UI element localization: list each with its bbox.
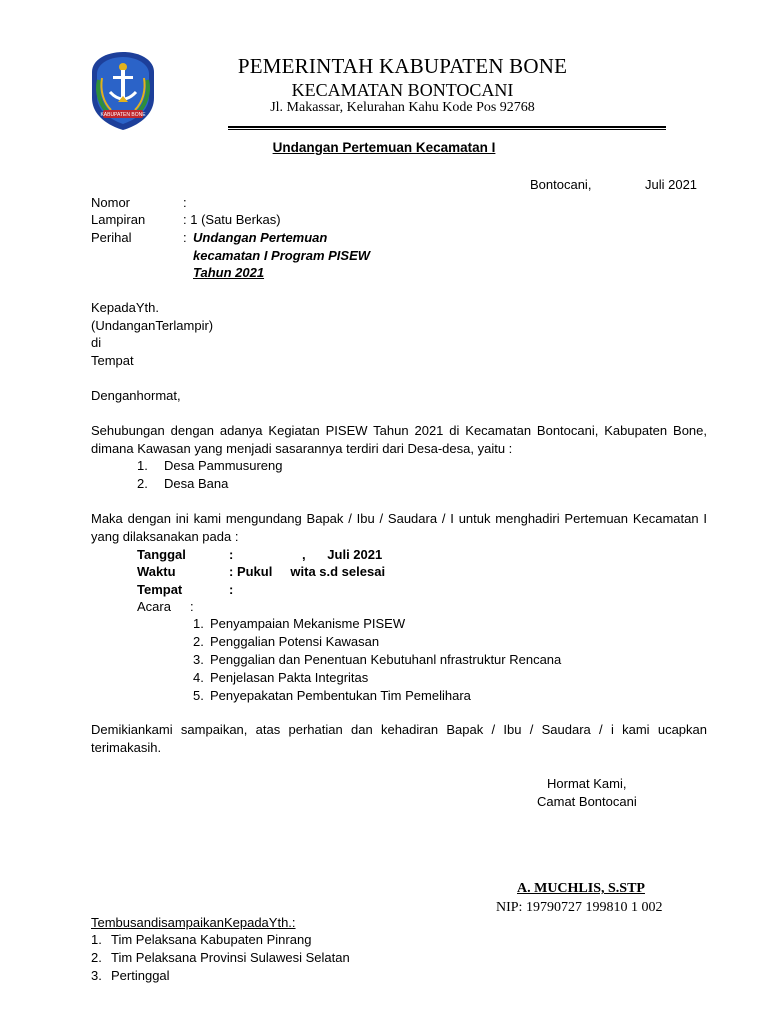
- acara-label: Acara: [137, 599, 171, 614]
- place: Bontocani,: [530, 177, 592, 192]
- list-text: Desa Pammusureng: [164, 458, 283, 474]
- agenda-list: [193, 615, 561, 705]
- recipient-line-4: Tempat: [91, 353, 134, 368]
- list-text: Penjelasan Pakta Integritas: [210, 670, 369, 686]
- list-number: 1.: [193, 616, 204, 632]
- perihal-line-2: kecamatan I Program PISEW: [193, 248, 371, 263]
- government-name: PEMERINTAH KABUPATEN BONE: [237, 54, 568, 78]
- list-text: Tim Pelaksana Provinsi Sulawesi Selatan: [111, 950, 350, 966]
- tanggal-colon: :: [229, 547, 234, 562]
- tempat-label: Tempat: [137, 582, 183, 597]
- perihal-line-1: Undangan Pertemuan: [193, 230, 328, 245]
- lampiran-label: Lampiran: [91, 212, 146, 227]
- list-item: [91, 949, 350, 967]
- tanggal-value: , Juli 2021: [302, 547, 383, 562]
- recipient-line-1: KepadaYth.: [91, 300, 159, 315]
- list-item: [193, 633, 561, 651]
- perihal-label: Perihal: [91, 230, 132, 245]
- regards: Hormat Kami,: [547, 776, 627, 791]
- svg-text:KABUPATEN BONE: KABUPATEN BONE: [100, 112, 146, 118]
- nomor-value: :: [183, 195, 187, 210]
- list-item: [91, 967, 350, 985]
- list-item: [193, 687, 561, 705]
- tanggal-label: Tanggal: [137, 547, 186, 562]
- signer-name: A. MUCHLIS, S.STP: [517, 881, 645, 896]
- list-item: [193, 651, 561, 669]
- list-number: 2.: [91, 950, 102, 966]
- recipient-line-2: (UndanganTerlampir): [91, 318, 214, 333]
- list-item: [91, 931, 350, 949]
- district-name: KECAMATAN BONTOCANI: [291, 80, 514, 100]
- list-text: Tim Pelaksana Kabupaten Pinrang: [111, 932, 312, 948]
- village-list: [137, 457, 283, 493]
- list-item: [193, 615, 561, 633]
- waktu-value: : Pukul wita s.d selesai: [229, 564, 386, 579]
- closing-paragraph: Demikiankami sampaikan, atas perhatian dan kehadiran Bapak / Ibu / Saudara / i kami ucapkan terimakasih.: [91, 722, 707, 755]
- letter-title: Undangan Pertemuan Kecamatan I: [272, 140, 496, 155]
- greeting: Denganhormat,: [91, 388, 181, 403]
- list-text: Penyepakatan Pembentukan Tim Pemelihara: [210, 688, 471, 704]
- acara-colon: :: [190, 599, 194, 614]
- perihal-line-3: Tahun 2021: [193, 265, 265, 280]
- perihal-colon: :: [183, 230, 187, 245]
- recipient-line-3: di: [91, 335, 102, 350]
- list-text: Penyampaian Mekanisme PISEW: [210, 616, 406, 632]
- address: Jl. Makassar, Kelurahan Kahu Kode Pos 92768: [270, 100, 535, 115]
- list-item: [137, 475, 283, 493]
- list-item: [137, 457, 283, 475]
- tempat-colon: :: [229, 582, 234, 597]
- list-number: 2.: [193, 634, 204, 650]
- lampiran-value: : 1 (Satu Berkas): [183, 212, 281, 227]
- header-rule-thin: [228, 129, 666, 130]
- date: Juli 2021: [645, 177, 698, 192]
- list-number: 1.: [91, 932, 102, 948]
- invitation-paragraph: Maka dengan ini kami mengundang Bapak / Ibu / Saudara / I untuk menghadiri Pertemuan Kecamatan I yang dilaksanakan pada :: [91, 511, 707, 544]
- list-number: 1.: [137, 458, 148, 474]
- kabupaten-bone-logo: [88, 50, 158, 132]
- list-item: [193, 669, 561, 687]
- list-text: Desa Bana: [164, 476, 229, 492]
- list-number: 5.: [193, 688, 204, 704]
- list-number: 4.: [193, 670, 204, 686]
- signer-position: Camat Bontocani: [537, 794, 637, 809]
- cc-title: TembusandisampaikanKepadaYth.:: [91, 915, 296, 930]
- list-text: Pertinggal: [111, 968, 170, 984]
- cc-list: [91, 931, 350, 985]
- list-text: Penggalian Potensi Kawasan: [210, 634, 380, 650]
- signer-nip: NIP: 19790727 199810 1 002: [496, 900, 663, 915]
- list-number: 3.: [91, 968, 102, 984]
- list-number: 3.: [193, 652, 204, 668]
- intro-paragraph: Sehubungan dengan adanya Kegiatan PISEW Tahun 2021 di Kecamatan Bontocani, Kabupaten Bone, dimana Kawasan yang menjadi sasarannya terdiri dari Desa-desa, yaitu :: [91, 423, 707, 456]
- nomor-label: Nomor: [91, 195, 131, 210]
- list-number: 2.: [137, 476, 148, 492]
- waktu-label: Waktu: [137, 564, 176, 579]
- list-text: Penggalian dan Penentuan Kebutuhanl nfrastruktur Rencana: [210, 652, 562, 668]
- header-rule: [228, 126, 666, 128]
